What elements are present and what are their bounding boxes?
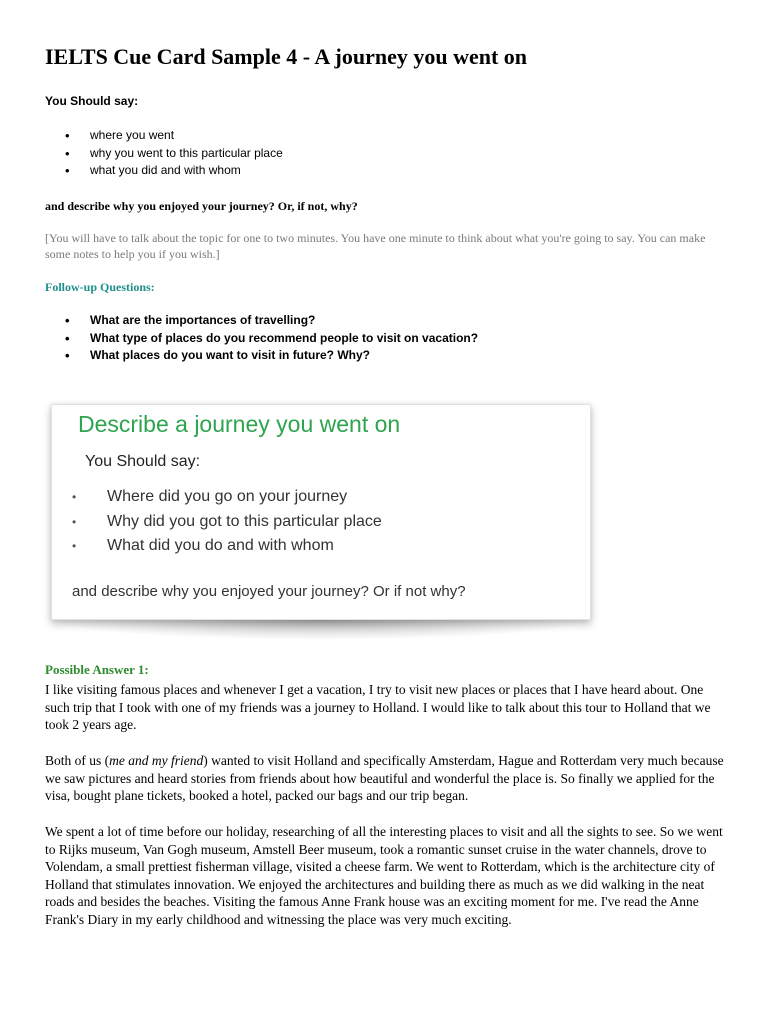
list-item: • where you went: [45, 127, 283, 145]
followup-heading: Follow-up Questions:: [45, 280, 155, 294]
answer-paragraph-2-start: Both of us (: [45, 753, 110, 768]
answer-paragraph-3: We spent a lot of time before our holiday, researching of all the interesting places to visit and all the sights to see. So we went to Rijks museum, Van Gogh museum, Amstell Beer museum, took a romantic sunset cruise in the water channels, drove to Volendam, a small prettiest fisherman village, visited a cheese farm. We went to Rotterdam, which is the architecture city of Holland that stimulates innovation. We enjoyed the architectures and building there as much as we did walking in the neat roads and besides the beaches. Visiting the famous Anne Frank house was an exciting moment for me. I've read the Anne Frank's Diary in my early childhood and witnessing the place was very much exciting.: [45, 824, 723, 927]
card-shadow: [48, 620, 592, 640]
answer-heading: Possible Answer 1:: [45, 662, 149, 677]
list-item: • What places do you want to visit in future? Why?: [45, 347, 478, 365]
describe-line: and describe why you enjoyed your journey? Or, if not, why?: [45, 199, 358, 213]
followup-questions-list: [45, 312, 478, 365]
list-item: • What are the importances of travelling?: [45, 312, 478, 330]
should-say-label: You Should say:: [45, 94, 139, 108]
answer-paragraph-2-rest: ) wanted to visit Holland and specifically Amsterdam, Hague and Rotterdam very much because we saw pictures and heard stories from friends about how beautiful and wonderful the place is. So finally we applied for the visa, bought plane tickets, booked a hotel, packed our bags and our trip began.: [45, 753, 724, 804]
cue-points-list: [45, 127, 283, 180]
answer-paragraph-2: [45, 752, 730, 805]
answer-paragraph-2-italic: me and my friend: [109, 753, 204, 768]
cue-card-image: [51, 404, 591, 620]
instruction-note: [You will have to talk about the topic for one to two minutes. You have one minute to think about what you're going to say. You can make some notes to help you if you wish.]: [45, 231, 706, 261]
card-list-item: • What did you do and with whom: [72, 534, 382, 559]
list-item: • what you did and with whom: [45, 162, 283, 180]
card-title: Describe a journey you went on: [78, 411, 401, 437]
list-item: • why you went to this particular place: [45, 145, 283, 163]
card-footer: and describe why you enjoyed your journey? Or if not why?: [72, 583, 466, 600]
list-item: • What type of places do you recommend people to visit on vacation?: [45, 330, 478, 348]
card-should-say: You Should say:: [85, 453, 201, 470]
card-list-item: • Where did you go on your journey: [72, 485, 382, 510]
card-items-list: [72, 485, 382, 559]
card-list-item: • Why did you got to this particular place: [72, 510, 382, 535]
answer-paragraph-1: I like visiting famous places and whenever I get a vacation, I try to visit new places or places that I have heard about. One such trip that I took with one of my friends was a journey to Holland. I would like to talk about this tour to Holland that we took 2 years age.: [45, 682, 711, 733]
page-title: IELTS Cue Card Sample 4 - A journey you went on: [45, 44, 528, 69]
